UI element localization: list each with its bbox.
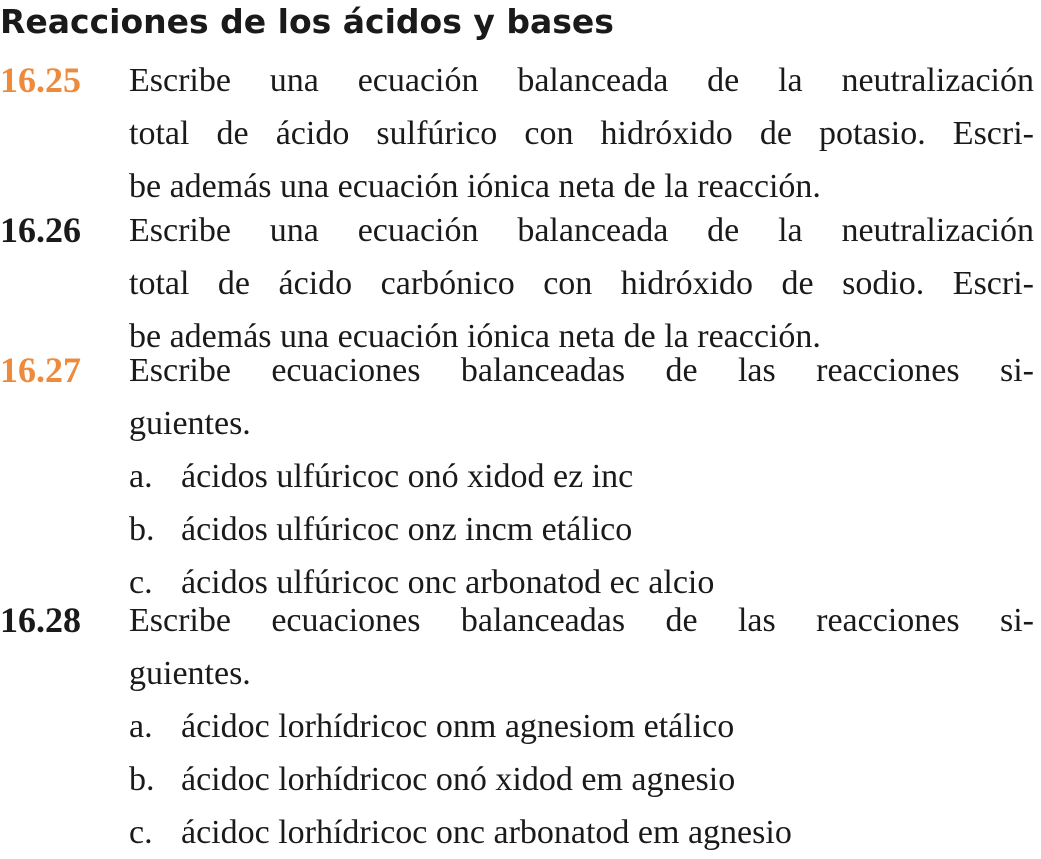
item-text: ácidoc lorhídricoc onc arbonatod em agnesio [181,814,792,851]
problem-line: Escribe una ecuación balanceada de la neutralización [129,212,1034,249]
list-item [129,806,1034,859]
problem-number: 16.28 [0,600,81,640]
problem-line: Escribe una ecuación balanceada de la neutralización [129,62,1034,99]
problem-number: 16.27 [0,350,81,390]
item-letter: c. [129,564,153,601]
item-letter: c. [129,814,153,851]
item-letter: a. [129,458,153,495]
section-heading: Reacciones de los ácidos y bases [0,2,614,41]
problem-line: total de ácido sulfúrico con hidróxido de potasio. Escri- [129,115,1034,152]
item-text: ácidos ulfúricoc onc arbonatod ec alcio [181,564,715,601]
problem-number: 16.25 [0,60,81,100]
list-item [129,503,1034,556]
problem-line: Escribe ecuaciones balanceadas de las reacciones si- [129,352,1034,389]
problem-text [129,344,1034,609]
list-item [129,700,1034,753]
list-item [129,753,1034,806]
problem-number: 16.26 [0,210,81,250]
item-letter: a. [129,708,153,745]
list-item [129,450,1034,503]
problem-line: be además una ecuación iónica neta de la reacción. [129,318,821,355]
item-letter: b. [129,511,155,548]
item-text: ácidoc lorhídricoc onm agnesiom etálico [181,708,735,745]
item-text: ácidos ulfúricoc onz incm etálico [181,511,633,548]
problem-text [129,594,1034,859]
problem-text [129,54,1034,213]
problem-line: guientes. [129,405,251,442]
problem-line: total de ácido carbónico con hidróxido de sodio. Escri- [129,265,1034,302]
problem-line: be además una ecuación iónica neta de la reacción. [129,168,821,205]
problem-line: Escribe ecuaciones balanceadas de las reacciones si- [129,602,1034,639]
item-text: ácidos ulfúricoc onó xidod ez inc [181,458,634,495]
item-letter: b. [129,761,155,798]
problem-line: guientes. [129,655,251,692]
problem-text [129,204,1034,363]
item-text: ácidoc lorhídricoc onó xidod em agnesio [181,761,736,798]
